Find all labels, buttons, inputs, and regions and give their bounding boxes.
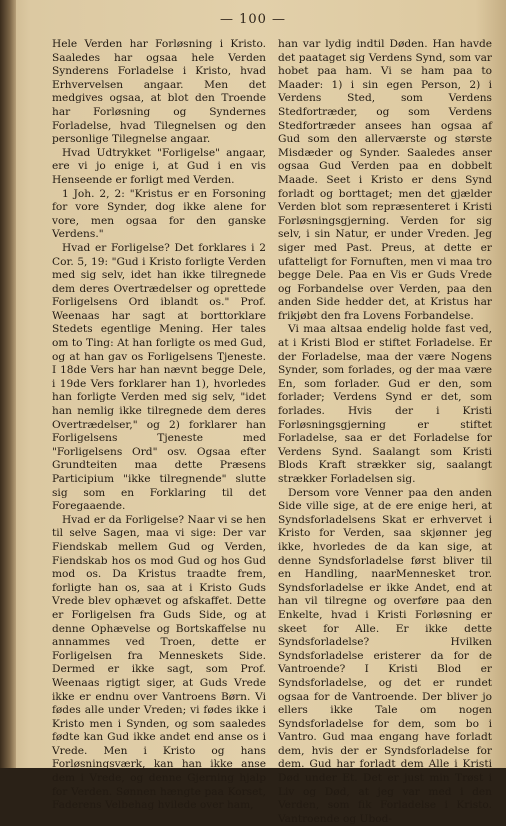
book-binding-edge <box>0 0 16 768</box>
paragraph: Vi maa altsaa endelig holde fast ved, at i Kristi Blod er stiftet Forladelse. Er der Forladelse, maa der være Nogens Synder, som forlades, og der maa være En, som forlader. Gud er den, som forlader; Verdens Synd er det, som forlades. Hvis der i Kristi Forløsningsgjerning er stiftet Forladelse, saa er det Forladelse for Verdens Synd. Saalangt som Kristi Blods Kraft strækker sig, saalangt strækker Forladelsen sig. <box>278 323 492 485</box>
page-number: — 100 — <box>219 12 287 27</box>
paragraph: Hele Verden har Forløsning i Kristo. Saaledes har ogsaa hele Verden Synderens Forladelse i Kristo, hvad Erhvervelsen angaar. Men det medgives ogsaa, at blot den Troende har Forløsning og Syndernes Forladelse, hvad Tilegnelsen og den personlige Tilegnelse angaar. <box>52 38 266 146</box>
paragraph: Hvad er Forligelse? Det forklares i 2 Cor. 5, 19: "Gud i Kristo forligte Verden med sig selv, idet han ikke tilregnede dem deres Overtrædelser og oprettede Forligelsens Ord iblandt os." Prof. Weenaas har sagt at borttorklare Stedets egentlige Mening. Her tales om to Ting: At han forligte os med Gud, og at han gav os Forligelsens Tjeneste. I 18de Vers har han nævnt begge Dele, i 19de Vers forklarer han 1), hvorledes han forligte Verden med sig selv, "idet han nemlig ikke tilregnede dem deres Overtrædelser," og 2) forklarer han Forligelsens Tjeneste med "Forligelsens Ord" osv. Ogsaa efter Grundteiten maa dette Præsens Participium "ikke tilregnende" slutte sig som en Forklaring til det Foregaaende. <box>52 241 266 513</box>
paragraph: han var lydig indtil Døden. Han havde det paataget sig Verdens Synd, som var hobet paa ham. Vi se ham paa to Maader: 1) i sin egen Person, 2) i Verdens Sted, som Verdens Stedfortræder, og som Verdens Stedfortræder ansees han ogsaa af Gud som den allerværste og største Misdæder og Synder. Saaledes anser ogsaa Gud Verden paa en dobbelt Maade. Seet i Kristo er dens Synd forladt og borttaget; men det gjælder Verden blot som repræsenteret i Kristi Forløsningsgjerning. Verden for sig selv, i sin Natur, er under Vreden. Jeg siger med Past. Preus, at dette er ufatteligt for Fornuften, men vi maa tro begge Dele. Paa en Vis er Guds Vrede og Forbandelse over Verden, paa den anden Side hedder det, at Kristus har frikjøbt den fra Lovens Forbandelse. <box>278 38 492 322</box>
left-column <box>52 38 266 812</box>
paragraph: Dersom vore Venner paa den anden Side ville sige, at de ere enige heri, at Syndsforladelsens Skat er erhvervet i Kristo for Verden, saa skjønner jeg ikke, hvorledes de da kan sige, at denne Syndsforladelse først bliver til en Handling, naarMennesket tror. Syndsforladelse er ikke Andet, end at han vil tilregne og overføre paa den Enkelte, hvad i Kristi Forløsning er skeet for Alle. Er ikke dette Syndsforladelse? Hvilken Syndsforladelse eristerer da for de Vantroende? I Kristi Blod er Syndsforladelse, og det er rundet ogsaa for de Vantroende. Der bliver jo ellers ikke Tale om nogen Syndsforladelse for dem, som bo i Vantro. Gud maa engang have forladt dem, hvis der er Syndsforladelse for dem. Gud har forladt dem Alle i Kristi Død under Et. Det er just min Trøst i Liv og Død, at jeg var med i den Verden, som fik Forladelse i Kristo. Vantroende og Ubod- <box>278 486 492 825</box>
paragraph: Hvad Udtrykket "Forligelse" angaar, ere vi jo enige i, at Gud i en vis Henseende er forligt med Verden. <box>52 146 266 186</box>
right-column <box>278 38 492 825</box>
paragraph: 1 Joh. 2, 2: "Kristus er en Forsoning for vore Synder, dog ikke alene for vore, men ogsaa for den ganske Verdens." <box>52 187 266 241</box>
text-columns <box>52 38 492 825</box>
paragraph: Hvad er da Forligelse? Naar vi se hen til selve Sagen, maa vi sige: Der var Fiendskab mellem Gud og Verden, Fiendskab hos os mod Gud og hos Gud mod os. Da Kristus traadte frem, forligte han os, saa at i Kristo Guds Vrede blev ophævet og afskaffet. Dette er Forligelsen fra Guds Side, og at denne Ophævelse og Bortskaffelse nu annammes ved Troen, dette er Forligelsen fra Menneskets Side. Dermed er ikke sagt, som Prof. Weenaas rigtigt siger, at Guds Vrede ikke er endnu over Vantroens Børn. Vi fødes alle under Vreden; vi fødes ikke i Kristo men i Synden, og som saaledes fødte kan Gud ikke andet end anse os i Vrede. Men i Kristo og hans Forløsningsværk, kan han ikke anse dem i Vrede, og denne Gjerning hjalp for Verden. Sønnen hængte paa Korset, Faderens Velbehag hvilede over ham, <box>52 513 266 812</box>
